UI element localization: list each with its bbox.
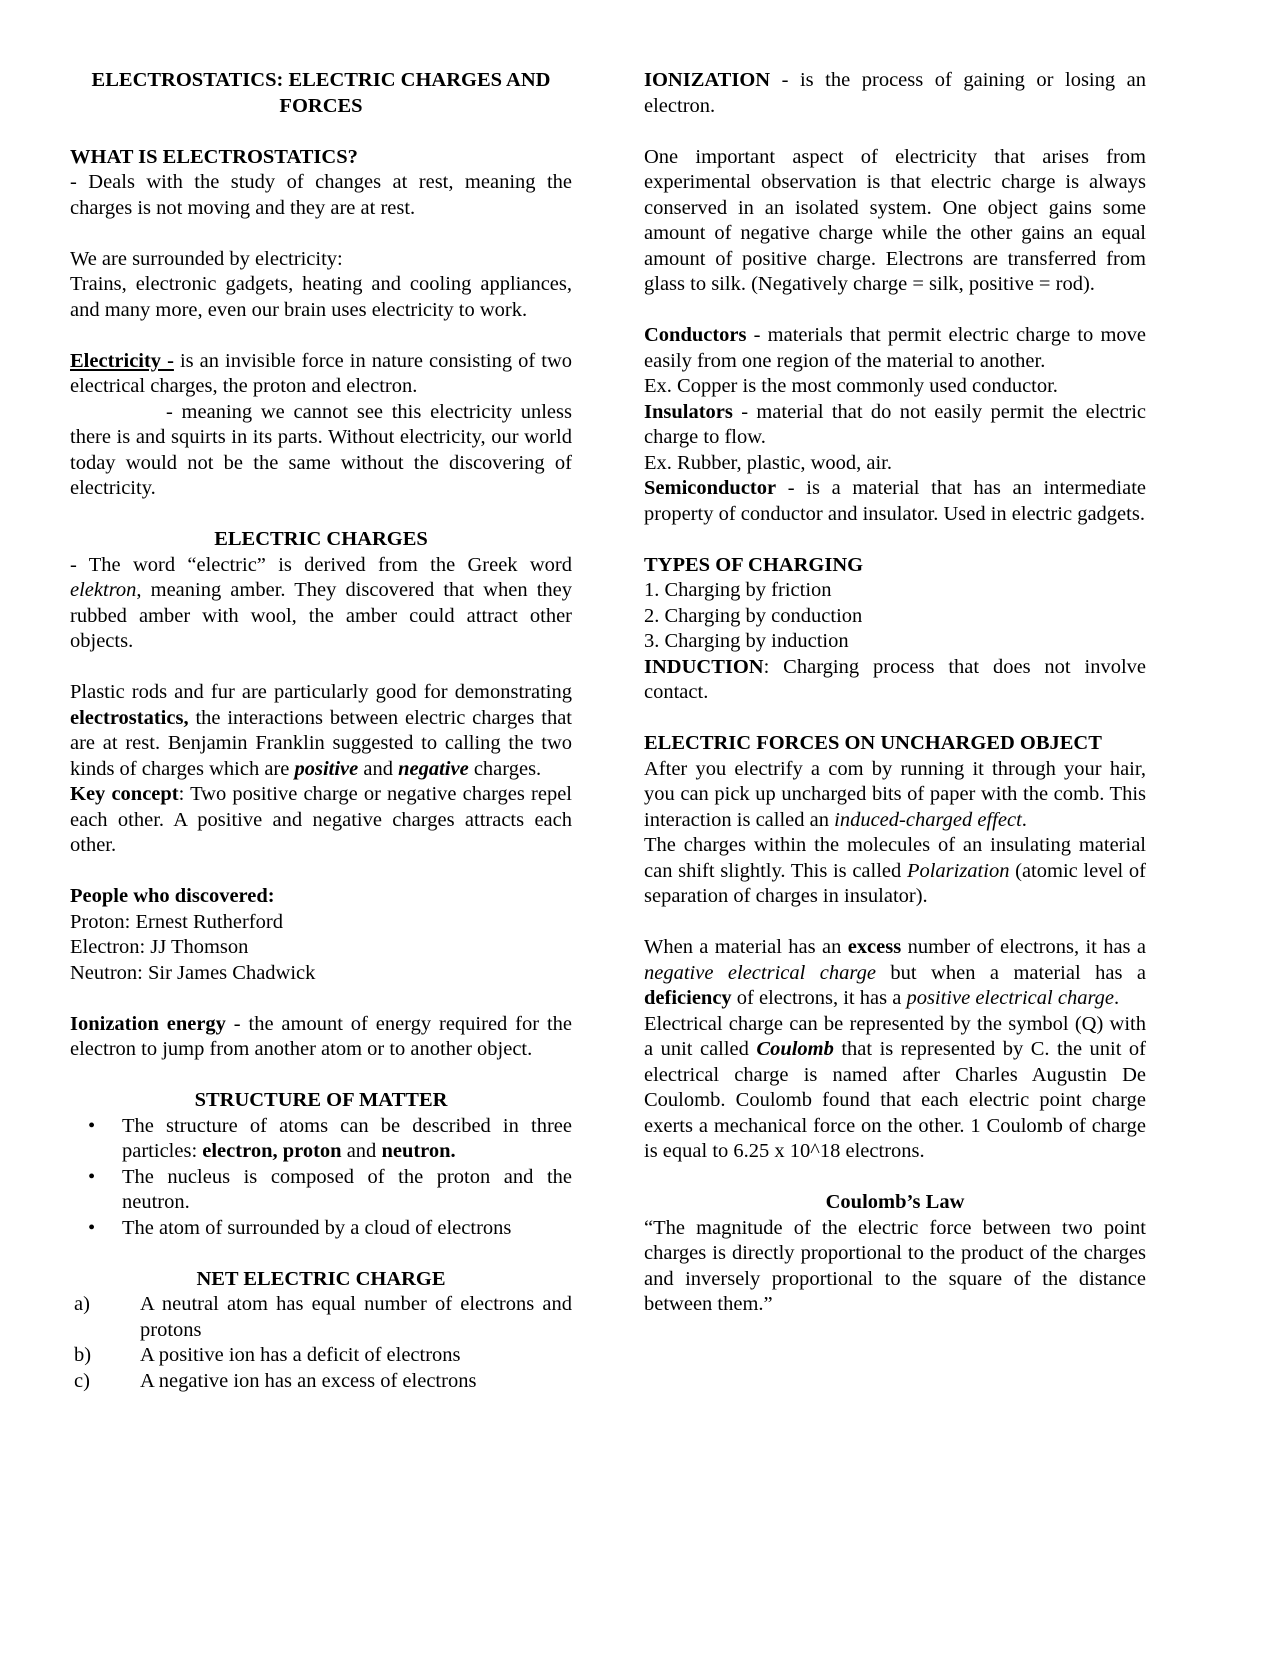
paragraph-ionization xyxy=(644,68,1146,119)
discovered-item-electron: Electron: JJ Thomson xyxy=(70,936,249,958)
paragraph-what-is-electrostatics: - Deals with the study of changes at rest, meaning the charges is not moving and they are at rest. xyxy=(70,171,572,219)
paragraph-coulombs-law: “The magnitude of the electric force between two point charges is directly proportional to the product of the charges and inversely proportional to the square of the distance between them.” xyxy=(644,1216,1146,1315)
paragraph-surrounded-intro: We are surrounded by electricity: xyxy=(70,247,343,270)
term-negative: negative xyxy=(398,757,469,780)
term-electricity: Electricity - xyxy=(70,349,174,372)
paragraph-electricity-definition xyxy=(70,349,572,400)
list-item xyxy=(70,1165,572,1216)
conductors-text: - materials that permit electric charge to move easily from one region of the material to another. xyxy=(644,324,1146,372)
list-item-text: A neutral atom has equal number of electrons and protons xyxy=(140,1293,572,1341)
list-marker: c) xyxy=(74,1369,90,1392)
excess-text-part2: number of electrons, it has a xyxy=(901,936,1146,958)
heading-electric-forces-uncharged: ELECTRIC FORCES ON UNCHARGED OBJECT xyxy=(644,732,1102,754)
heading-structure-of-matter: STRUCTURE OF MATTER xyxy=(194,1089,448,1111)
discovered-item-proton: Proton: Ernest Rutherford xyxy=(70,910,283,933)
term-insulators: Insulators xyxy=(644,400,733,423)
bullet-text-nucleus: The nucleus is composed of the proton and the neutron. xyxy=(122,1165,572,1213)
list-item-text: A negative ion has an excess of electrons xyxy=(140,1369,477,1392)
right-column xyxy=(644,68,1146,1318)
structure-bullet-list xyxy=(70,1114,572,1242)
paragraph-polarization xyxy=(644,833,1146,910)
term-induced-charged-effect: induced-charged effect xyxy=(834,808,1022,831)
greek-text-part1: - The word “electric” is derived from the Greek word xyxy=(70,553,572,576)
list-marker: a) xyxy=(74,1293,90,1315)
list-item: 1. Charging by friction xyxy=(644,579,832,601)
polarization-text-part1: The charges within the molecules of an insulating material can shift slightly. This is called xyxy=(644,834,1146,882)
paragraph-insulators-example: Ex. Rubber, plastic, wood, air. xyxy=(644,451,892,474)
coulomb-text-part2: that is represented by C. the unit of electrical charge is named after Charles Augustin De Coulomb. Coulomb found that each electric point charge exerts a mechanical force on the other. 1 Coulomb of charge is equal to 6.25 x 10^18 electrons. xyxy=(644,1038,1146,1162)
heading-types-of-charging: TYPES OF CHARGING xyxy=(644,553,864,576)
paragraph-greek-elektron xyxy=(70,553,572,655)
paragraph-key-concept xyxy=(70,782,572,859)
paragraph-charge-conservation: One important aspect of electricity that arises from experimental observation is that electric charge is always conserved in an isolated system. One object gains some amount of negative charge while the other gains an equal amount of positive charge. Electrons are transferred from glass to silk. (Negatively charge = silk, positive = rod). xyxy=(644,145,1146,295)
bullet-bold-part1: electron, proton xyxy=(202,1140,342,1162)
list-item: 3. Charging by induction xyxy=(644,630,849,652)
heading-electric-charges: ELECTRIC CHARGES xyxy=(214,528,428,550)
excess-text-part5: . xyxy=(1114,987,1120,1009)
label-key-concept: Key concept xyxy=(70,783,179,805)
plastic-conjunction: and xyxy=(358,757,399,780)
left-column xyxy=(70,68,572,1394)
key-concept-text: : Two positive charge or negative charges repel each other. A positive and negative charges attracts each other. xyxy=(70,783,572,856)
list-item xyxy=(70,1114,572,1165)
term-induction: INDUCTION xyxy=(644,655,764,678)
discovered-item-neutron: Neutron: Sir James Chadwick xyxy=(70,961,316,984)
list-item xyxy=(70,1216,572,1242)
term-ionization-energy: Ionization energy xyxy=(70,1012,226,1035)
term-polarization: Polarization xyxy=(906,859,1010,882)
paragraph-electricity-continued: - meaning we cannot see this electricity unless there is and squirts in its parts. Without electricity, our world today would not be the same without the discovering of electricity. xyxy=(70,400,572,499)
heading-net-electric-charge: NET ELECTRIC CHARGE xyxy=(196,1267,446,1290)
heading-what-is-electrostatics: WHAT IS ELECTROSTATICS? xyxy=(70,145,358,168)
bullet-text-mid: and xyxy=(341,1140,382,1162)
heading-coulombs-law: Coulomb’s Law xyxy=(825,1191,965,1213)
plastic-text-part1: Plastic rods and fur are particularly good for demonstrating xyxy=(70,681,572,703)
excess-text-part3: but when a material has a xyxy=(875,961,1146,984)
paragraph-surrounded-body: Trains, electronic gadgets, heating and cooling appliances, and many more, even our brain uses electricity to work. xyxy=(70,273,572,321)
paragraph-plastic-rods xyxy=(70,680,572,782)
term-negative-electrical-charge: negative electrical charge xyxy=(644,961,876,984)
document-title: ELECTROSTATICS: ELECTRIC CHARGES AND FORCES xyxy=(91,69,551,117)
term-coulomb: Coulomb xyxy=(756,1038,834,1060)
two-column-layout xyxy=(70,68,1210,1394)
comb-text-part2: . xyxy=(1021,808,1027,831)
paragraph-conductors-example: Ex. Copper is the most commonly used conductor. xyxy=(644,375,1058,397)
paragraph-ionization-energy xyxy=(70,1012,572,1063)
paragraph-insulators xyxy=(644,400,1146,451)
list-item xyxy=(70,1343,572,1369)
paragraph-semiconductor xyxy=(644,476,1146,527)
paragraph-conductors xyxy=(644,323,1146,374)
term-excess: excess xyxy=(847,936,902,958)
term-ionization: IONIZATION xyxy=(644,69,771,91)
paragraph-comb-interaction xyxy=(644,757,1146,834)
term-positive: positive xyxy=(294,757,359,780)
term-deficiency: deficiency xyxy=(644,987,732,1009)
semiconductor-text: - is a material that has an intermediate property of conductor and insulator. Used in electric gadgets. xyxy=(644,477,1146,525)
term-semiconductor: Semiconductor xyxy=(644,477,777,499)
list-marker: b) xyxy=(74,1344,92,1366)
heading-people-who-discovered: People who discovered: xyxy=(70,885,275,907)
excess-text-part4: of electrons, it has a xyxy=(731,987,907,1009)
net-charge-list xyxy=(70,1292,572,1394)
term-elektron: elektron xyxy=(70,579,137,601)
list-item xyxy=(70,1369,572,1395)
excess-text-part1: When a material has an xyxy=(644,936,848,958)
insulators-text: - material that do not easily permit the electric charge to flow. xyxy=(644,400,1146,448)
bullet-text-part1: The structure of atoms can be described in three particles: xyxy=(122,1114,572,1162)
bullet-text-atom-cloud: The atom of surrounded by a cloud of electrons xyxy=(122,1216,512,1239)
plastic-text-part2: the interactions between electric charges that are at rest. Benjamin Franklin suggested to calling the two kinds of charges which are xyxy=(70,706,572,780)
list-item xyxy=(70,1292,572,1343)
polarization-text-part2: (atomic level of separation of charges in insulator). xyxy=(644,859,1147,907)
ionization-text: - is the process of gaining or losing an electron. xyxy=(644,69,1146,117)
ionization-energy-text: - the amount of energy required for the electron to jump from another atom or to another object. xyxy=(70,1012,572,1060)
bullet-bold-part2: neutron. xyxy=(381,1140,456,1162)
paragraph-induction xyxy=(644,655,1146,706)
term-electrostatics: electrostatics, xyxy=(70,706,189,729)
paragraph-excess-deficiency xyxy=(644,935,1146,1012)
coulomb-text-part1: Electrical charge can be represented by the symbol (Q) with a unit called xyxy=(644,1012,1146,1060)
term-positive-electrical-charge: positive electrical charge xyxy=(906,987,1115,1009)
list-item-text: A positive ion has a deficit of electrons xyxy=(140,1344,461,1366)
paragraph-coulomb-unit xyxy=(644,1012,1146,1165)
plastic-text-part3: charges. xyxy=(468,757,542,780)
greek-text-part2: , meaning amber. They discovered that when they rubbed amber with wool, the amber could attract other objects. xyxy=(70,579,572,652)
list-item: 2. Charging by conduction xyxy=(644,604,863,627)
induction-text: : Charging process that does not involve contact. xyxy=(644,655,1146,703)
types-of-charging-list xyxy=(644,578,1146,655)
electricity-definition-text: is an invisible force in nature consisting of two electrical charges, the proton and electron. xyxy=(70,349,572,397)
term-conductors: Conductors xyxy=(644,324,747,346)
comb-text-part1: After you electrify a com by running it through your hair, you can pick up uncharged bits of paper with the comb. This interaction is called an xyxy=(644,757,1146,831)
